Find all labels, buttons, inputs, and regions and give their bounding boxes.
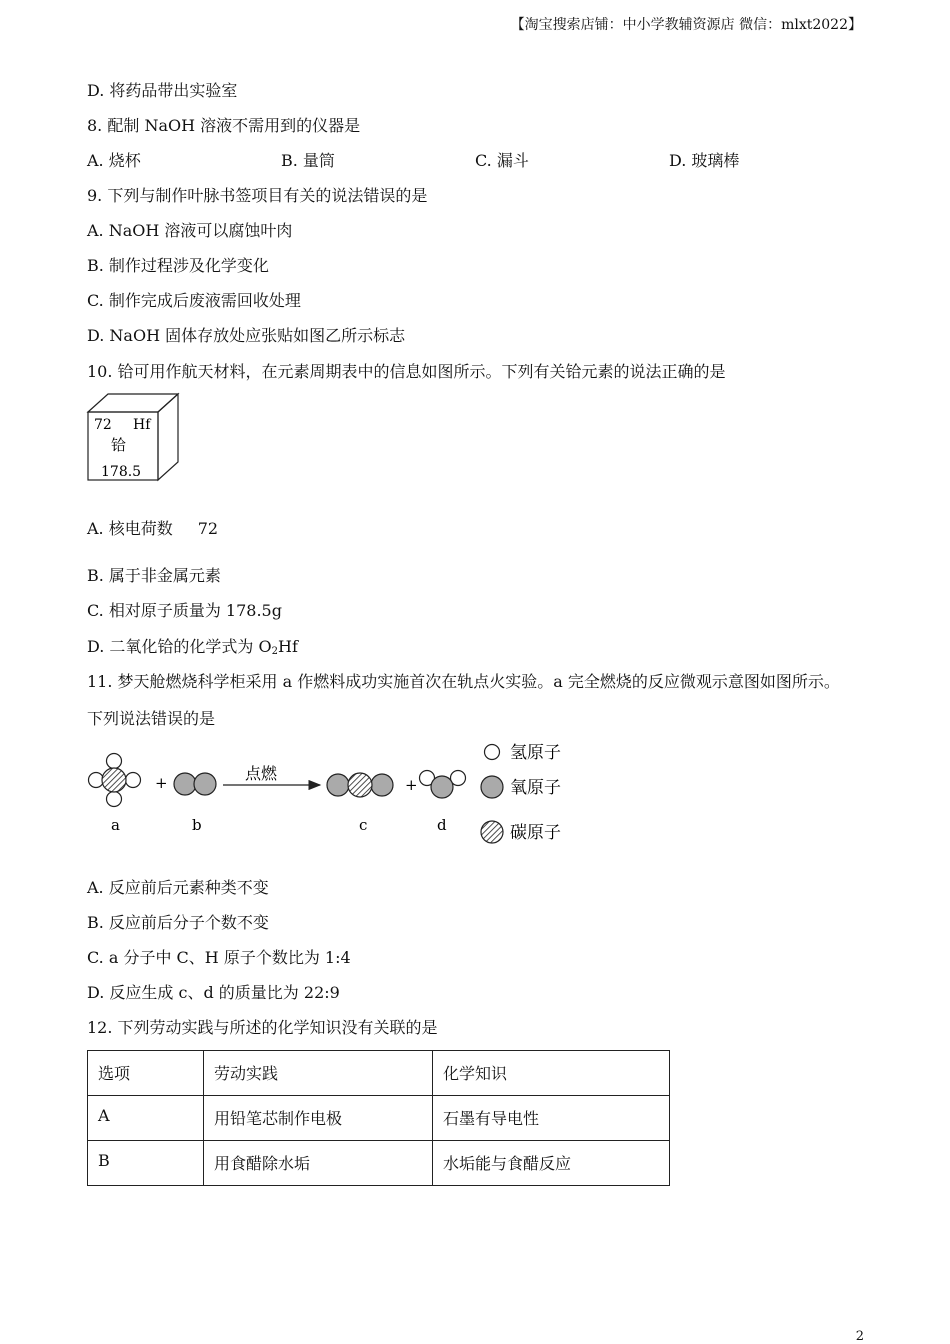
table-cell: A: [88, 1096, 204, 1141]
molecule-d: [420, 771, 466, 799]
table-cell: 用铅笔芯制作电极: [204, 1096, 433, 1141]
table-cell: 石墨有导电性: [433, 1096, 670, 1141]
q9-option-c: C. 制作完成后废液需回收处理: [87, 291, 301, 310]
q12-table: [87, 1050, 670, 1186]
table-header-cell: 选项: [88, 1051, 204, 1096]
molecule-c: [327, 773, 393, 797]
legend-carbon-icon: [481, 821, 503, 843]
table-cell: 用食醋除水垢: [204, 1141, 433, 1186]
label-d: d: [437, 816, 447, 834]
element-mass: 178.5: [101, 464, 142, 480]
table-header-cell: 化学知识: [433, 1051, 670, 1096]
plus-sign: +: [405, 776, 418, 794]
q11-option-c: C. a 分子中 C、H 原子个数比为 1:4: [87, 948, 351, 967]
hydrogen-atom: [107, 754, 122, 769]
q10-stem: 10. 铪可用作航天材料，在元素周期表中的信息如图所示。下列有关铪元素的说法正确的是: [87, 362, 726, 381]
label-a: a: [111, 816, 120, 834]
q8-option-b: B. 量筒: [281, 151, 335, 170]
page-header: 【淘宝搜索店铺：中小学教辅资源店 微信：mlxt2022】: [510, 17, 862, 33]
element-card-figure: [86, 392, 182, 484]
molecule-b: [174, 773, 216, 795]
q9-option-a: A. NaOH 溶液可以腐蚀叶肉: [87, 221, 293, 240]
q10-option-a-prefix: A. 核电荷数: [87, 519, 173, 538]
hydrogen-atom: [89, 773, 104, 788]
table-row: [88, 1141, 670, 1186]
q10-option-d-prefix: D. 二氧化铪的化学式为 O: [87, 637, 272, 656]
oxygen-atom: [327, 774, 349, 796]
reaction-diagram: [80, 738, 600, 850]
q11-option-a: A. 反应前后元素种类不变: [87, 878, 269, 897]
label-c: c: [359, 816, 368, 834]
legend: [481, 743, 561, 843]
q11-stem-line1: 11. 梦天舱燃烧科学柜采用 a 作燃料成功实施首次在轨点火实验。a 完全燃烧的反应微观示意图如图所示。: [87, 672, 840, 691]
legend-carbon-label: 碳原子: [510, 823, 561, 843]
table-header-cell: 劳动实践: [204, 1051, 433, 1096]
legend-oxygen-label: 氧原子: [510, 778, 561, 798]
q10-option-d: [87, 637, 298, 662]
q10-option-a: [87, 519, 218, 539]
q8-option-d: D. 玻璃棒: [669, 151, 740, 170]
q9-stem: 9. 下列与制作叶脉书签项目有关的说法错误的是: [87, 186, 428, 205]
q8-stem: 8. 配制 NaOH 溶液不需用到的仪器是: [87, 116, 361, 135]
hydrogen-atom: [107, 792, 122, 807]
carbon-atom: [102, 768, 126, 792]
plus-sign: +: [155, 774, 168, 792]
oxygen-atom: [174, 773, 196, 795]
element-atomic-number: 72: [94, 417, 112, 433]
hydrogen-atom: [126, 773, 141, 788]
q10-option-c: C. 相对原子质量为 178.5g: [87, 601, 282, 620]
oxygen-atom: [431, 776, 453, 798]
table-row: [88, 1096, 670, 1141]
q11-option-d: D. 反应生成 c、d 的质量比为 22:9: [87, 983, 340, 1002]
label-b: b: [192, 816, 202, 834]
q12-stem: 12. 下列劳动实践与所述的化学知识没有关联的是: [87, 1018, 438, 1037]
q11-stem-line2: 下列说法错误的是: [87, 709, 216, 728]
q8-option-a: A. 烧杯: [87, 151, 141, 170]
reaction-condition: 点燃: [245, 764, 278, 783]
oxygen-atom: [371, 774, 393, 796]
q10-option-d-subscript: 2: [271, 646, 279, 657]
carbon-atom: [348, 773, 372, 797]
q9-option-d: D. NaOH 固体存放处应张贴如图乙所示标志: [87, 326, 406, 345]
page-number: 2: [855, 1329, 864, 1344]
table-cell: 水垢能与食醋反应: [433, 1141, 670, 1186]
q7-option-d: D. 将药品带出实验室: [87, 81, 238, 100]
legend-hydrogen-label: 氢原子: [510, 743, 561, 763]
q10-option-d-suffix: Hf: [278, 637, 298, 656]
table-header-row: [88, 1051, 670, 1096]
oxygen-atom: [194, 773, 216, 795]
legend-oxygen-icon: [481, 776, 503, 798]
legend-hydrogen-icon: [485, 745, 500, 760]
q10-option-b: B. 属于非金属元素: [87, 566, 221, 585]
element-name: 铪: [111, 436, 127, 454]
element-symbol: Hf: [133, 417, 151, 433]
q9-option-b: B. 制作过程涉及化学变化: [87, 256, 269, 275]
q10-option-a-value: 72: [197, 519, 219, 538]
q11-option-b: B. 反应前后分子个数不变: [87, 913, 269, 932]
table-cell: B: [88, 1141, 204, 1186]
molecule-a: [89, 754, 141, 807]
q8-option-c: C. 漏斗: [475, 151, 529, 170]
